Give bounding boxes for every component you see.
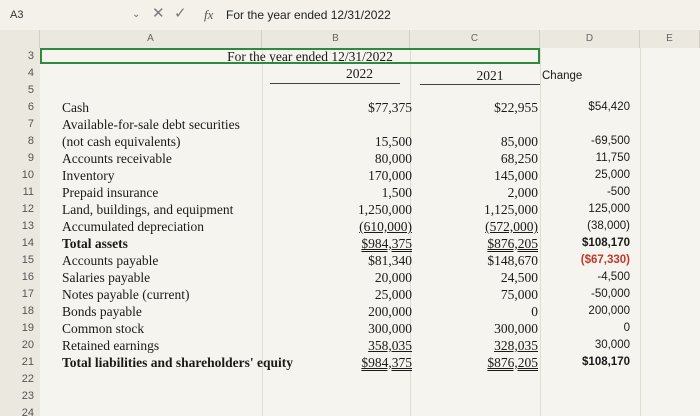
- row-header[interactable]: 8: [27, 135, 34, 147]
- column-header-b[interactable]: B: [262, 30, 410, 48]
- value-cell-2021[interactable]: 300,000: [494, 321, 538, 336]
- value-cell-2021[interactable]: 1,125,000: [484, 202, 538, 217]
- name-box-value: A3: [10, 9, 24, 21]
- value-cell-2021[interactable]: (572,000): [485, 219, 538, 234]
- change-cell[interactable]: 200,000: [588, 305, 630, 317]
- chevron-down-icon[interactable]: ⌄: [132, 9, 141, 20]
- row-header[interactable]: 10: [21, 169, 34, 181]
- column-headers: [0, 30, 700, 49]
- year-2021-header[interactable]: 2021: [476, 68, 504, 83]
- row-header[interactable]: 16: [21, 271, 34, 283]
- change-cell[interactable]: -69,500: [590, 135, 630, 147]
- value-cell-2021[interactable]: 85,000: [500, 134, 538, 149]
- cancel-icon[interactable]: ✕: [152, 5, 165, 22]
- row-header[interactable]: 20: [21, 339, 34, 351]
- value-cell-2022[interactable]: (610,000): [359, 219, 412, 234]
- value-cell-2022[interactable]: 358,035: [368, 338, 412, 353]
- change-cell[interactable]: (38,000): [587, 220, 630, 232]
- row-header[interactable]: 18: [21, 305, 34, 317]
- value-cell-2021[interactable]: $876,205: [487, 355, 538, 370]
- column-header-c[interactable]: C: [410, 30, 540, 48]
- row-label[interactable]: Accounts receivable: [62, 151, 172, 166]
- row-label[interactable]: Retained earnings: [62, 338, 160, 353]
- value-cell-2021[interactable]: 2,000: [507, 185, 538, 200]
- value-cell-2022[interactable]: 1,500: [381, 185, 412, 200]
- value-cell-2021[interactable]: 75,000: [500, 287, 538, 302]
- row-header[interactable]: 4: [27, 67, 34, 79]
- change-cell[interactable]: 30,000: [594, 339, 630, 351]
- row-label[interactable]: Bonds payable: [62, 304, 142, 319]
- row-header[interactable]: 13: [21, 220, 34, 232]
- row-label[interactable]: Salaries payable: [62, 270, 151, 285]
- row-header[interactable]: 23: [21, 390, 34, 402]
- row-header[interactable]: 19: [21, 322, 34, 334]
- year-2022-header[interactable]: 2022: [346, 66, 373, 81]
- row-header[interactable]: 15: [21, 254, 34, 266]
- row-label[interactable]: Notes payable (current): [62, 287, 190, 302]
- row-label[interactable]: Prepaid insurance: [62, 185, 159, 200]
- selected-cell-a3[interactable]: [40, 48, 540, 64]
- value-cell-2022[interactable]: 200,000: [368, 304, 412, 319]
- row-label[interactable]: (not cash equivalents): [62, 134, 181, 149]
- value-cell-2021[interactable]: $876,205: [487, 236, 538, 251]
- column-header-d[interactable]: D: [540, 30, 640, 48]
- name-box[interactable]: [10, 5, 140, 25]
- value-cell-2021[interactable]: $148,670: [487, 253, 538, 268]
- confirm-icon[interactable]: ✓: [174, 5, 187, 22]
- column-header-a[interactable]: A: [40, 30, 262, 48]
- row-header[interactable]: 11: [22, 186, 34, 198]
- value-cell-2022[interactable]: $984,375: [361, 236, 412, 251]
- row-header[interactable]: 3: [27, 50, 34, 62]
- value-cell-2022[interactable]: 80,000: [374, 151, 412, 166]
- row-label[interactable]: Land, buildings, and equipment: [62, 202, 234, 217]
- row-label[interactable]: Accumulated depreciation: [62, 219, 205, 234]
- row-header[interactable]: 17: [21, 288, 34, 300]
- row-label[interactable]: Total assets: [62, 236, 128, 251]
- row-label[interactable]: Cash: [62, 100, 89, 115]
- function-icon[interactable]: fx: [204, 7, 214, 22]
- row-label[interactable]: Inventory: [62, 168, 115, 183]
- change-cell[interactable]: ($67,330): [580, 254, 630, 266]
- row-header[interactable]: 9: [27, 152, 34, 164]
- formula-input[interactable]: For the year ended 12/31/2022: [226, 8, 391, 22]
- row-label[interactable]: Common stock: [62, 321, 145, 336]
- change-cell[interactable]: 11,750: [595, 152, 630, 164]
- value-cell-2022[interactable]: 20,000: [374, 270, 412, 285]
- change-cell[interactable]: -4,500: [597, 271, 630, 283]
- row-header[interactable]: 21: [21, 356, 34, 368]
- row-header[interactable]: 24: [21, 407, 34, 416]
- value-cell-2022[interactable]: 170,000: [368, 168, 412, 183]
- row-label[interactable]: Accounts payable: [62, 253, 159, 268]
- cell-grid[interactable]: [40, 48, 700, 416]
- select-all-corner[interactable]: [0, 30, 40, 48]
- row-headers: [0, 48, 41, 416]
- value-cell-2022[interactable]: $77,375: [368, 100, 412, 115]
- row-header[interactable]: 7: [27, 118, 34, 130]
- change-cell[interactable]: 25,000: [594, 169, 630, 181]
- value-cell-2022[interactable]: $81,340: [368, 253, 412, 268]
- value-cell-2022[interactable]: 15,500: [374, 134, 412, 149]
- statement-title[interactable]: For the year ended 12/31/2022: [227, 49, 393, 64]
- value-cell-2021[interactable]: 0: [531, 304, 538, 319]
- value-cell-2022[interactable]: 25,000: [374, 287, 412, 302]
- formula-bar: [0, 0, 700, 31]
- row-label[interactable]: Total liabilities and shareholders' equity: [62, 355, 294, 370]
- row-header[interactable]: 5: [27, 84, 34, 96]
- value-cell-2021[interactable]: 145,000: [494, 168, 538, 183]
- change-cell[interactable]: 0: [623, 322, 630, 334]
- value-cell-2021[interactable]: 24,500: [500, 270, 538, 285]
- row-header[interactable]: 6: [27, 101, 34, 113]
- change-cell[interactable]: $108,170: [582, 237, 630, 249]
- change-header[interactable]: Change: [542, 70, 583, 82]
- change-cell[interactable]: $54,420: [588, 101, 630, 113]
- change-cell[interactable]: -500: [606, 186, 630, 198]
- change-cell[interactable]: $108,170: [582, 356, 630, 368]
- change-cell[interactable]: 125,000: [588, 203, 630, 215]
- value-cell-2021[interactable]: 328,035: [494, 338, 538, 353]
- value-cell-2021[interactable]: 68,250: [500, 151, 538, 166]
- change-cell[interactable]: -50,000: [590, 288, 630, 300]
- row-header[interactable]: 12: [21, 203, 34, 215]
- row-header[interactable]: 14: [21, 237, 34, 249]
- column-header-e[interactable]: E: [640, 30, 700, 48]
- value-cell-2021[interactable]: $22,955: [494, 100, 538, 115]
- value-cell-2022[interactable]: 1,250,000: [358, 202, 412, 217]
- row-label[interactable]: Available-for-sale debt securities: [62, 117, 240, 132]
- value-cell-2022[interactable]: 300,000: [368, 321, 412, 336]
- value-cell-2022[interactable]: $984,375: [361, 355, 412, 370]
- row-header[interactable]: 22: [21, 373, 34, 385]
